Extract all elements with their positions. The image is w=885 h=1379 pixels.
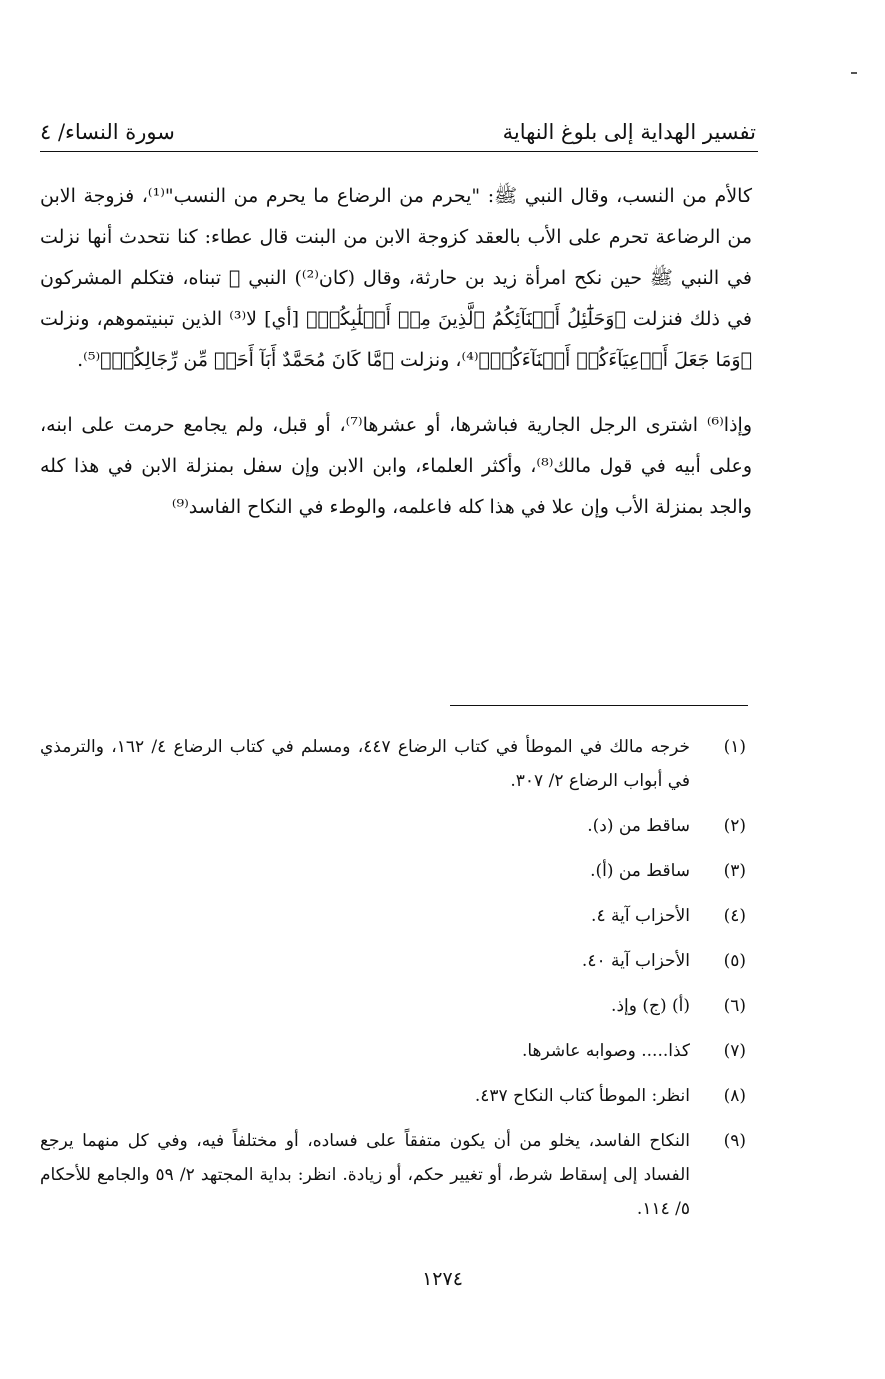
footnote-number: (٩): [723, 1131, 746, 1151]
paragraph-1: كالأم من النسب، وقال النبي ﷺ: "يحرم من الرضاع ما يحرم من النسب"⁽¹⁾، فزوجة الابن من الرضاعة تحرم على الأب بالعقد كزوجة الابن من البنت قال عطاء: كنا نتحدث أنها نزلت في النبي ﷺ حين نكح امرأة زيد بن حارثة، وقال (كان⁽²⁾) النبي ﷺ تبناه، فتكلم المشركون في ذلك فنزلت ﴿وَحَلَٰٓئِلُ أَبۡنَآئِكُمُ ٱلَّذِينَ مِنۡ أَصۡلَٰبِكُمۡ﴾ [أي] لا⁽³⁾ الذين تبنيتموهم، ونزلت ﴿وَمَا جَعَلَ أَدۡعِيَآءَكُمۡ أَبۡنَآءَكُمۡ﴾⁽⁴⁾، ونزلت ﴿مَّا كَانَ مُحَمَّدٌ أَبَآ أَحَدٖ مِّن رِّجَالِكُمۡ﴾⁽⁵⁾.: [40, 185, 752, 371]
footnote-number: (١): [723, 737, 746, 757]
footnote-5: [40, 944, 752, 978]
footnote-text: الأحزاب آية ٤٠.: [581, 951, 690, 971]
footnote-1: [40, 730, 752, 798]
main-text: [40, 176, 752, 528]
footnote-7: [40, 1034, 752, 1068]
footnote-text: كذا..... وصوابه عاشرها.: [521, 1041, 690, 1061]
footnote-number: (٨): [723, 1086, 746, 1106]
footnote-6: [40, 989, 752, 1023]
footnote-number: (٥): [723, 951, 746, 971]
footnotes: [40, 730, 752, 1237]
footnote-text: النكاح الفاسد، يخلو من أن يكون متفقاً على فساده، أو مختلفاً فيه، وفي كل منهما يرجع الفساد إلى إسقاط شرط، أو تغيير حكم، أو زيادة. انظر: بداية المجتهد ٢/ ٥٩ والجامع للأحكام ٥/ ١١٤.: [40, 1131, 690, 1219]
footnote-text: الأحزاب آية ٤.: [591, 906, 690, 926]
footnote-number: (٣): [723, 861, 746, 881]
footnote-text: انظر: الموطأ كتاب النكاح ٤٣٧.: [474, 1086, 690, 1106]
footnote-number: (٢): [723, 816, 746, 836]
footnote-3: [40, 854, 752, 888]
footnote-text: خرجه مالك في الموطأ في كتاب الرضاع ٤٤٧، ومسلم في كتاب الرضاع ٤/ ١٦٢، والترمذي في أبواب الرضاع ٢/ ٣٠٧.: [40, 737, 690, 791]
header-rule: [40, 151, 758, 152]
footnote-text: (أ) (ج) وإذ.: [611, 996, 690, 1016]
footnote-4: [40, 899, 752, 933]
book-title: تفسير الهداية إلى بلوغ النهاية: [502, 120, 756, 144]
footnote-number: (٦): [723, 996, 746, 1016]
scan-speck: [851, 72, 857, 74]
footnote-rule: [450, 705, 748, 706]
page-number: ١٢٧٤: [422, 1268, 463, 1290]
footnote-8: [40, 1079, 752, 1113]
footnote-9: [40, 1124, 752, 1226]
surah-label: سورة النساء/ ٤: [40, 120, 175, 144]
running-header: [40, 112, 756, 152]
footnote-text: ساقط من (د).: [587, 816, 690, 836]
footnote-number: (٤): [723, 906, 746, 926]
footnote-text: ساقط من (أ).: [590, 861, 690, 881]
footnote-2: [40, 809, 752, 843]
footnote-number: (٧): [723, 1041, 746, 1061]
paragraph-2: وإذا⁽⁶⁾ اشترى الرجل الجارية فباشرها، أو عشرها⁽⁷⁾، أو قبل، ولم يجامع حرمت على ابنه، وعلى أبيه في قول مالك⁽⁸⁾، وأكثر العلماء، وابن الابن وإن سفل بمنزلة الابن في هذا كله والجد بمنزلة الأب وإن علا في هذا كله فاعلمه، والوطء في النكاح الفاسد⁽⁹⁾: [40, 414, 753, 518]
